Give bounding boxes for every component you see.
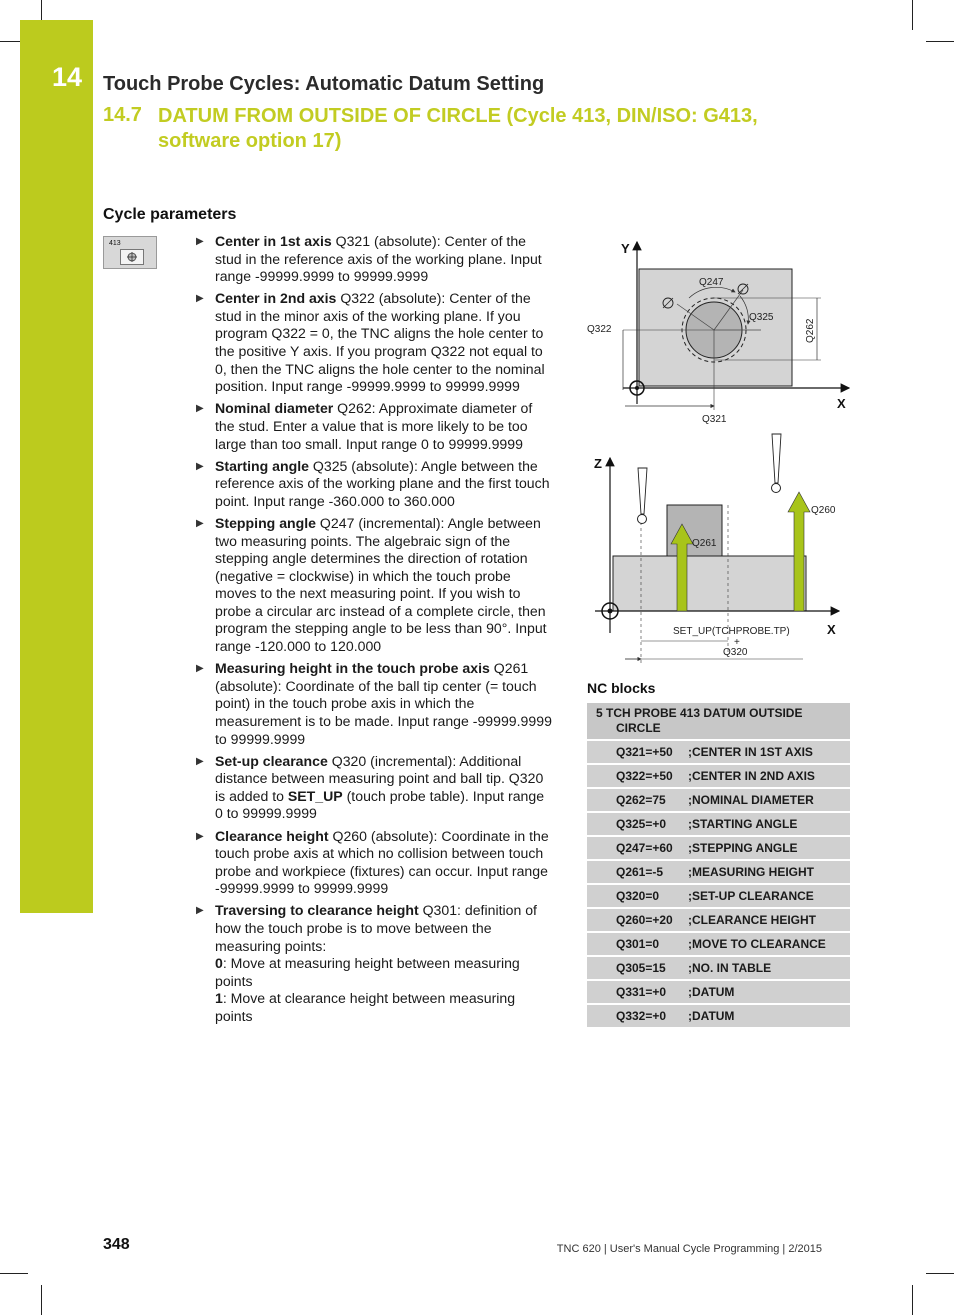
nc-row bbox=[587, 837, 850, 861]
nc-comment: ;CLEARANCE HEIGHT bbox=[688, 913, 816, 927]
label-q247: Q247 bbox=[699, 277, 724, 288]
param-term: Measuring height in the touch probe axis bbox=[215, 660, 490, 677]
bullet-arrow-icon: ▶ bbox=[196, 830, 204, 842]
nc-row bbox=[587, 765, 850, 789]
nc-row bbox=[587, 981, 850, 1005]
axis-label-x: X bbox=[827, 622, 836, 637]
footer-text: TNC 620 | User's Manual Cycle Programming | 2/2015 bbox=[556, 1243, 822, 1255]
chapter-number: 14 bbox=[52, 62, 83, 92]
nc-row bbox=[587, 885, 850, 909]
crop-mark bbox=[41, 1285, 42, 1315]
nc-row bbox=[587, 909, 850, 933]
nc-row bbox=[587, 957, 850, 981]
page-number: 348 bbox=[103, 1236, 130, 1253]
label-q322: Q322 bbox=[587, 324, 612, 335]
axis-label-x: X bbox=[837, 396, 846, 411]
param-desc: Q321 (absolute): Center of the stud in the reference axis of the working plane. Input range -99999.9999 to 99999.9999 bbox=[215, 233, 542, 285]
param-term: Center in 1st axis bbox=[215, 233, 332, 249]
xy-plane-diagram bbox=[585, 232, 855, 432]
nc-comment: ;DATUM bbox=[688, 985, 735, 999]
param-starting-angle bbox=[194, 458, 552, 511]
parameter-list bbox=[194, 233, 552, 1030]
cycle-parameters-heading: Cycle parameters bbox=[103, 206, 237, 223]
nc-comment: ;DATUM bbox=[688, 1009, 735, 1023]
nc-code: Q320=0 bbox=[616, 889, 660, 903]
nc-comment: ;CENTER IN 2ND AXIS bbox=[688, 769, 815, 783]
probe-stylus-left bbox=[638, 468, 647, 514]
probe-stylus-right bbox=[772, 434, 781, 483]
nc-blocks-heading: NC blocks bbox=[587, 680, 656, 696]
param-term: Clearance height bbox=[215, 827, 329, 844]
chapter-tab bbox=[20, 20, 93, 913]
nc-blocks-table bbox=[587, 703, 850, 1029]
nc-comment: ;STEPPING ANGLE bbox=[688, 841, 798, 855]
zx-plane-diagram bbox=[585, 428, 855, 664]
bullet-arrow-icon: ▶ bbox=[196, 403, 204, 415]
section-title: DATUM FROM OUTSIDE OF CIRCLE (Cycle 413, DIN/ISO: G413, software option 17) bbox=[158, 105, 758, 152]
workpiece-base bbox=[613, 556, 806, 611]
bullet-arrow-icon: ▶ bbox=[196, 460, 204, 472]
nc-row bbox=[587, 789, 850, 813]
nc-row bbox=[587, 861, 850, 885]
nc-row bbox=[587, 741, 850, 765]
label-q260: Q260 bbox=[811, 505, 836, 516]
param-term: Center in 2nd axis bbox=[215, 290, 337, 307]
nc-code: Q247=+60 bbox=[616, 841, 673, 855]
nc-comment: ;MOVE TO CLEARANCE bbox=[688, 937, 826, 951]
bullet-arrow-icon: ▶ bbox=[196, 755, 204, 767]
param-desc: Q320 (incremental): Additional distance between measuring point and ball tip. Q320 is added to bbox=[215, 752, 544, 804]
nc-code: Q301=0 bbox=[616, 937, 660, 951]
param-desc: Q322 (absolute): Center of the stud in the minor axis of the working plane. If you program Q322 = 0, the TNC aligns the hole center to the positive Y axis. If you program Q322 not equal to 0, then the TNC aligns the hole center to the nominal position. Input range -99999.9999 to 99999.9999 bbox=[215, 290, 545, 395]
nc-code: Q262=75 bbox=[616, 793, 666, 807]
param-term: Traversing to clearance height bbox=[215, 902, 419, 919]
nc-row bbox=[587, 1005, 850, 1029]
param-term: Stepping angle bbox=[215, 514, 317, 531]
crop-mark bbox=[912, 0, 913, 30]
nc-code: Q260=+20 bbox=[616, 913, 673, 927]
param-center-2nd-axis bbox=[194, 290, 552, 396]
param-nominal-diameter bbox=[194, 400, 552, 453]
crop-mark bbox=[0, 1273, 28, 1274]
nc-row bbox=[587, 813, 850, 837]
crop-mark bbox=[912, 1285, 913, 1315]
bullet-arrow-icon: ▶ bbox=[196, 663, 204, 675]
param-inline-term: SET_UP bbox=[287, 787, 343, 804]
nc-comment: ;NOMINAL DIAMETER bbox=[688, 793, 814, 807]
label-q320: Q320 bbox=[723, 647, 748, 658]
nc-comment: ;STARTING ANGLE bbox=[688, 817, 798, 831]
param-desc: Q262: Approximate diameter of the stud. Enter a value that is more likely to be too large than too small. Input range 0 to 99999.9999 bbox=[215, 400, 533, 452]
param-desc: Q261 (absolute): Coordinate of the ball tip center (= touch point) in the touch probe axis in which the measurement is to be made. Input range -99999.9999 to 99999.9999 bbox=[215, 660, 552, 747]
nc-row bbox=[587, 933, 850, 957]
param-measuring-height bbox=[194, 660, 552, 748]
param-desc: Q325 (absolute): Angle between the reference axis of the working plane and the first touch point. Input range -360.000 to 360.000 bbox=[215, 457, 550, 509]
bullet-arrow-icon: ▶ bbox=[196, 517, 204, 529]
param-desc: (touch probe table). Input range 0 to 99999.9999 bbox=[215, 787, 545, 822]
crop-mark bbox=[926, 1273, 954, 1274]
crop-mark bbox=[41, 0, 42, 20]
param-setup-clearance bbox=[194, 753, 552, 823]
label-q261: Q261 bbox=[692, 538, 717, 549]
option-text: : Move at clearance height between measuring points bbox=[215, 990, 516, 1024]
nc-code: Q322=+50 bbox=[616, 769, 673, 783]
section-number: 14.7 bbox=[103, 104, 142, 126]
label-plus: + bbox=[734, 637, 740, 648]
cycle-softkey bbox=[103, 236, 157, 269]
crop-mark bbox=[926, 41, 954, 42]
axis-label-z: Z bbox=[594, 456, 602, 471]
nc-code: Q321=+50 bbox=[616, 745, 673, 759]
param-stepping-angle bbox=[194, 515, 552, 656]
bullet-arrow-icon: ▶ bbox=[196, 905, 204, 917]
cycle-413-icon bbox=[120, 249, 144, 265]
label-q325: Q325 bbox=[749, 312, 774, 323]
nc-comment: ;SET-UP CLEARANCE bbox=[688, 889, 814, 903]
probe-ball-icon bbox=[638, 515, 647, 524]
label-q262: Q262 bbox=[805, 318, 816, 343]
bullet-arrow-icon: ▶ bbox=[196, 236, 204, 247]
axis-label-y: Y bbox=[621, 241, 630, 256]
param-desc: Q260 (absolute): Coordinate in the touch probe axis at which no collision between touch probe and workpiece (fixtures) can occur. Input range -99999.9999 to 99999.9999 bbox=[215, 827, 549, 897]
param-desc: Q301: definition of how the touch probe is to move between the measuring points: bbox=[215, 902, 537, 954]
crop-mark bbox=[0, 41, 20, 42]
param-traversing bbox=[194, 902, 552, 1025]
chapter-title: Touch Probe Cycles: Automatic Datum Setting bbox=[103, 73, 545, 95]
softkey-label: 413 bbox=[109, 240, 121, 247]
nc-code: Q261=-5 bbox=[616, 865, 664, 879]
probe-ball-icon bbox=[772, 484, 781, 493]
param-term: Set-up clearance bbox=[215, 752, 328, 769]
nc-first-line: 5 TCH PROBE 413 DATUM OUTSIDE CIRCLE bbox=[587, 703, 850, 741]
nc-code: Q325=+0 bbox=[616, 817, 667, 831]
nc-comment: ;CENTER IN 1ST AXIS bbox=[688, 745, 813, 759]
label-q321: Q321 bbox=[702, 414, 727, 425]
option-key: 0 bbox=[215, 955, 223, 972]
option-key: 1 bbox=[215, 990, 223, 1007]
nc-code: Q332=+0 bbox=[616, 1009, 667, 1023]
nc-code: Q305=15 bbox=[616, 961, 666, 975]
nc-comment: ;NO. IN TABLE bbox=[688, 961, 772, 975]
param-center-1st-axis bbox=[194, 233, 552, 286]
nc-comment: ;MEASURING HEIGHT bbox=[688, 865, 814, 879]
param-desc: Q247 (incremental): Angle between two measuring points. The algebraic sign of the stepping angle determines the direction of rotation (negative = clockwise) in which the touch probe moves to the next measuring point. If you wish to probe a circular arc instead of a complete circle, then program the stepping angle to be less than 90°. Input range -120.000 to 120.000 bbox=[215, 514, 547, 655]
bullet-arrow-icon: ▶ bbox=[196, 293, 204, 305]
param-clearance-height bbox=[194, 828, 552, 898]
param-term: Starting angle bbox=[215, 457, 309, 474]
label-setup: SET_UP(TCHPROBE.TP) bbox=[673, 626, 790, 637]
param-term: Nominal diameter bbox=[215, 400, 334, 417]
nc-code: Q331=+0 bbox=[616, 985, 667, 999]
option-text: : Move at measuring height between measuring points bbox=[215, 955, 520, 989]
